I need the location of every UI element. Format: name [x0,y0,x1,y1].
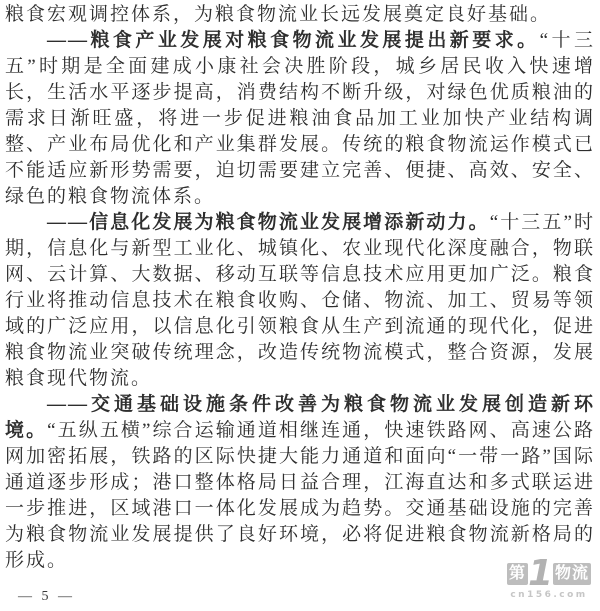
page-number: — 5 — [18,589,75,604]
watermark-domain-text: cn156.com [510,590,588,600]
paragraph-informatization-body: “十三五”时期，信息化与新型工业化、城镇化、农业现代化深度融合，物联网、云计算、大数据、移动互联等信息技术应用更加广泛。粮食行业将推动信息技术在粮食收购、仓储、物流、加工、贸易等领域的广泛应用，以信息化引领粮食从生产到流通的现代化，促进粮食物流业突破传统理念，改造传统物流模式，整合资源，发展粮食现代物流。 [5,212,595,389]
watermark-suffix-badge: 物流 [553,563,591,585]
paragraph-continuation-text: 粮食宏观调控体系，为粮食物流业长远发展奠定良好基础。 [5,4,552,25]
watermark-logo-row [501,553,597,594]
paragraph-transport-infrastructure-body: “五纵五横”综合运输通道相继连通，快速铁路网、高速公路网加密拓展，铁路的区际快捷大能力通道和面向“一带一路”国际通道逐步形成；港口整体格局日益合理，江海直达和多式联运进一步推进，区域港口一体化发展成为趋势。交通基础设施的完善为粮食物流业发展提供了良好环境，必将促进粮食物流新格局的形成。 [5,420,595,571]
watermark-prefix-badge: 第 [507,563,528,585]
watermark-numeral-one: 1 [527,553,554,594]
paragraph-continuation [5,2,595,28]
paragraph-informatization [5,210,595,392]
paragraph-transport-infrastructure [5,392,595,574]
paragraph-grain-industry [5,28,595,210]
paragraph-grain-industry-body: “十三五”时期是全面建成小康社会决胜阶段，城乡居民收入快速增长，生活水平逐步提高，消费结构不断升级，对绿色优质粮油的需求日渐旺盛，将进一步促进粮油食品加工业加快产业结构调整、产业布局优化和产业集群发展。传统的粮食物流运作模式已不能适应新形势需要，迫切需要建立完善、便捷、高效、安全、绿色的粮食物流体系。 [5,30,595,207]
watermark-logo [501,553,597,600]
paragraph-transport-infrastructure-heading: ——交通基础设施条件改善为粮食物流业发展创造新环境。 [5,394,595,441]
paragraph-grain-industry-heading: ——粮食产业发展对粮食物流业发展提出新要求。 [47,30,540,51]
paragraph-informatization-heading: ——信息化发展为粮食物流业发展增添新动力。 [47,212,490,233]
